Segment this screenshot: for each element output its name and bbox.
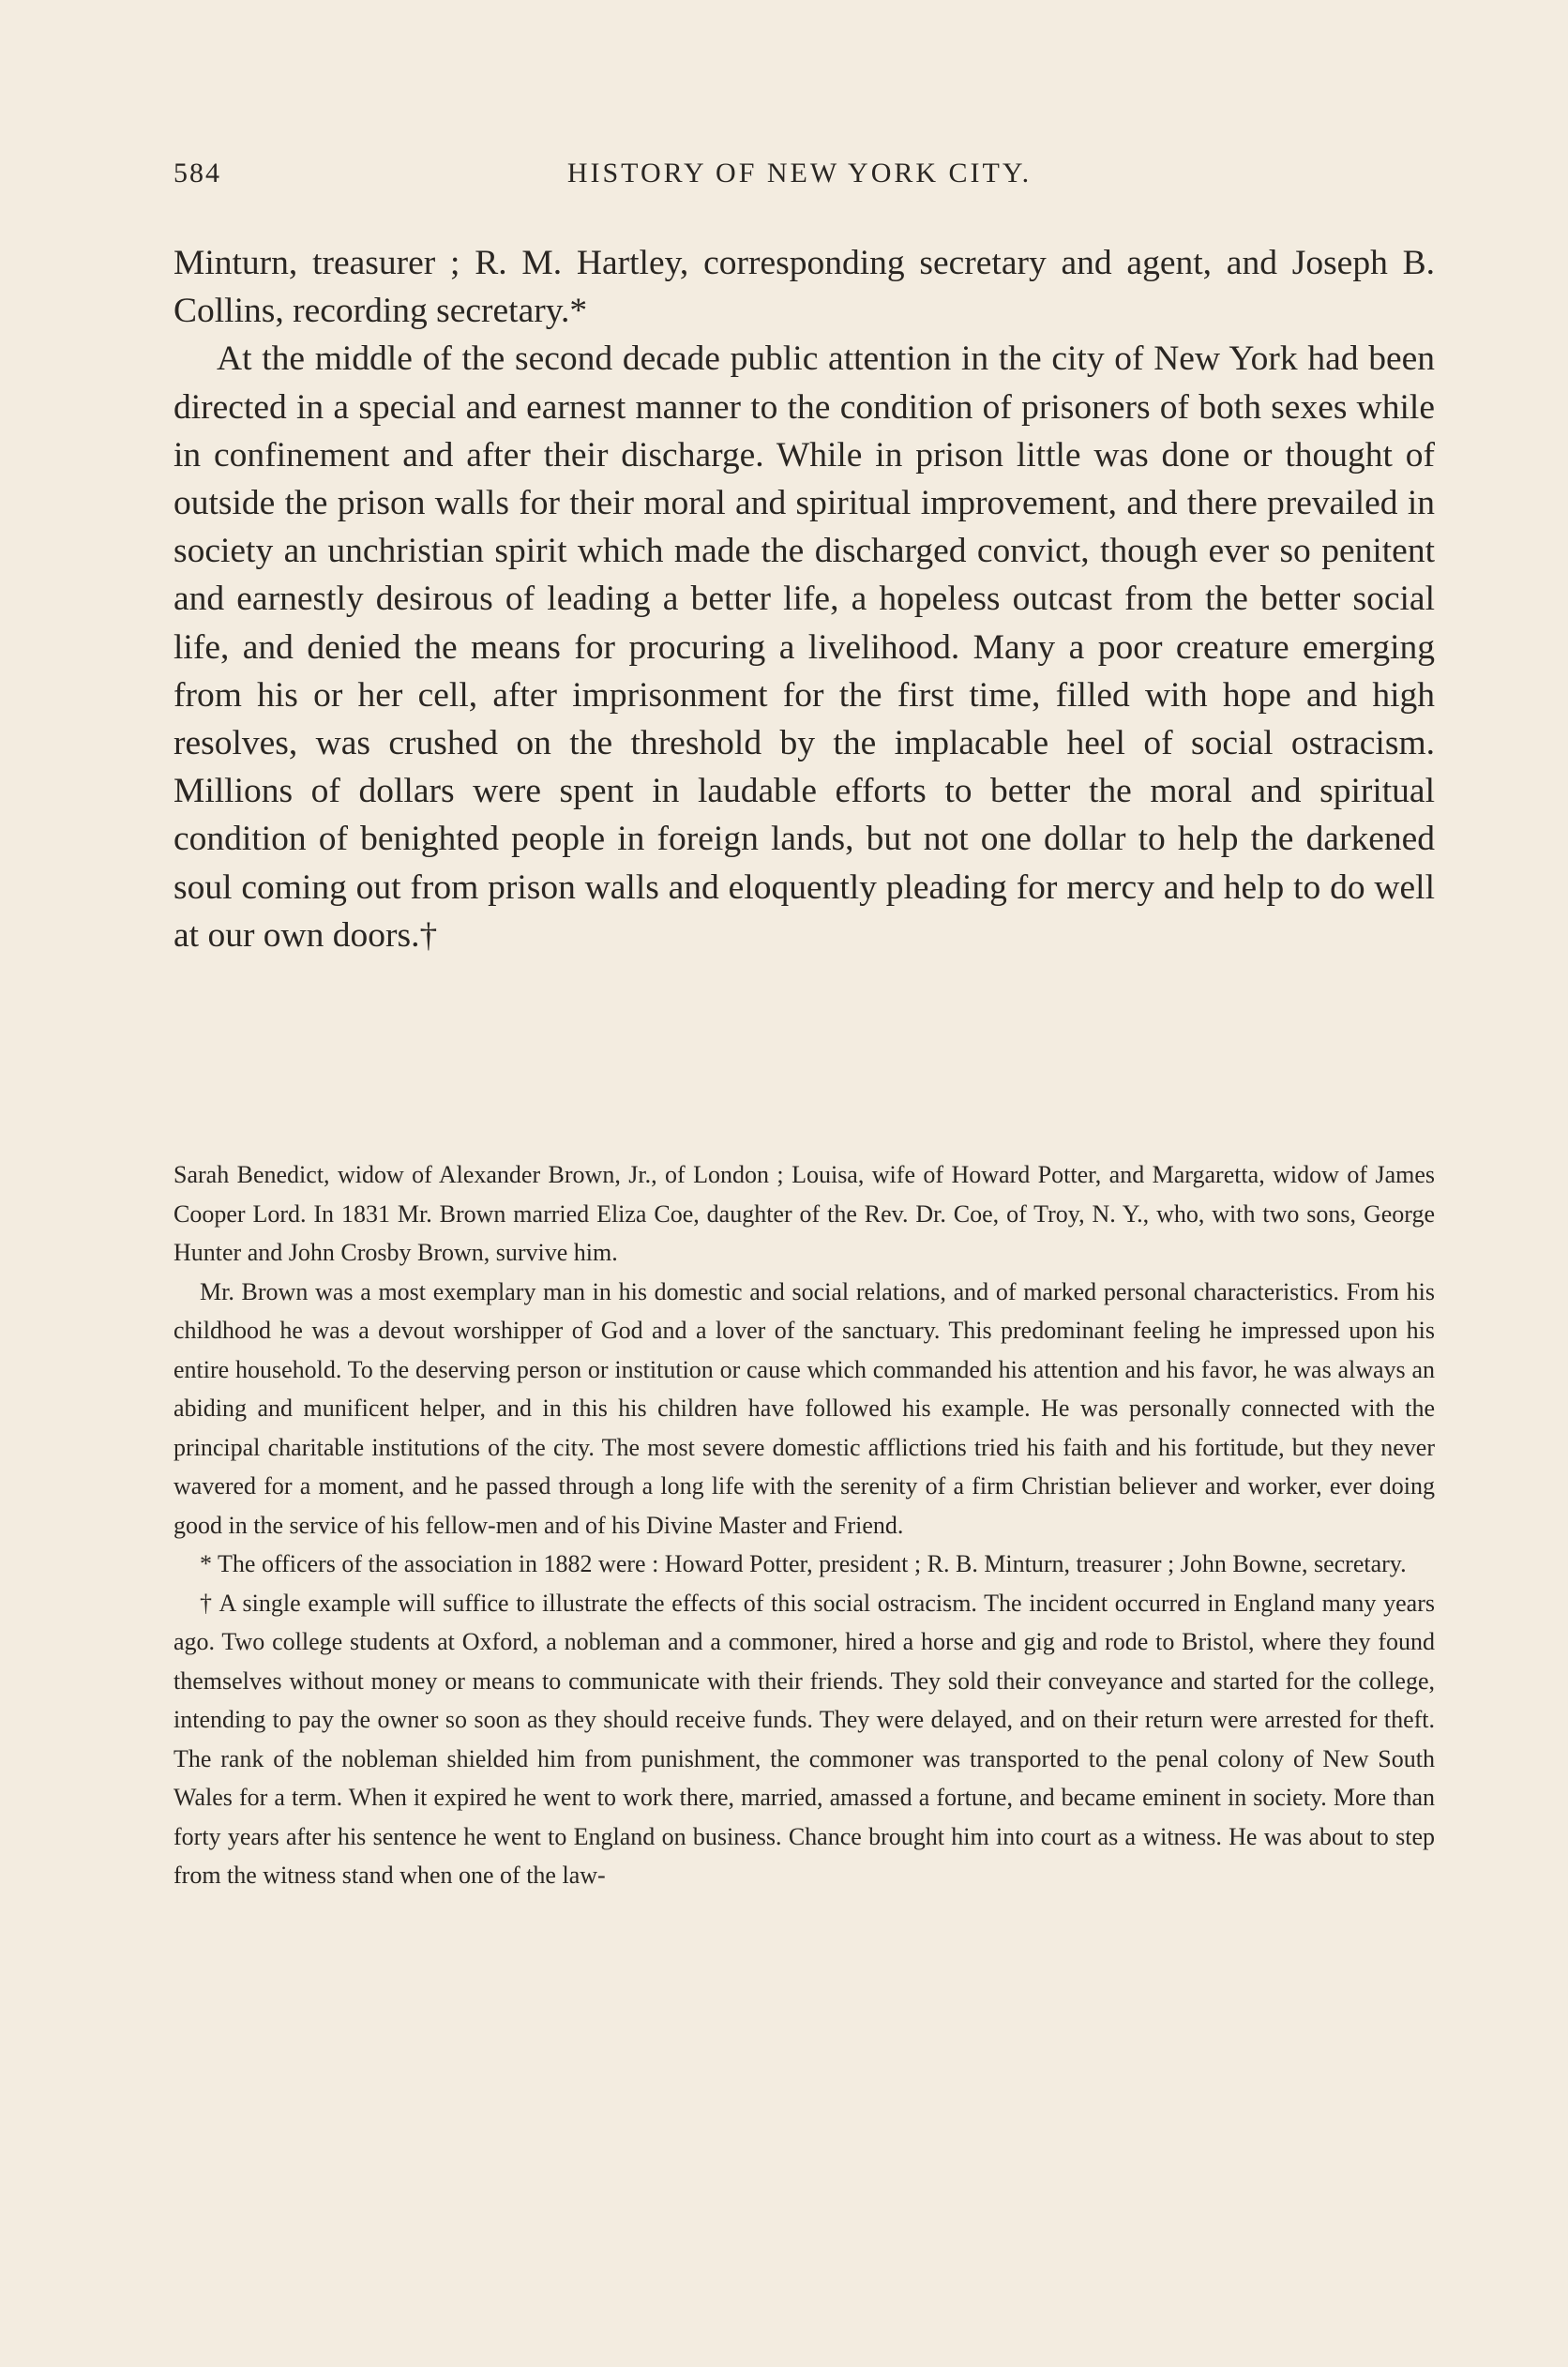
- main-text: [173, 239, 1435, 959]
- footnote-continued-family: Sarah Benedict, widow of Alexander Brown, Jr., of London ; Louisa, wife of Howard Potter, and Margaretta, widow of James Cooper Lord. In 1831 Mr. Brown married Eliza Coe, daughter of the Rev. Dr. Coe, of Troy, N. Y., who, with two sons, George Hunter and John Crosby Brown, survive him.: [173, 1161, 1435, 1266]
- running-title: HISTORY OF NEW YORK CITY.: [566, 158, 1033, 188]
- footnotes: [173, 1155, 1435, 1895]
- footnote-dagger: † A single example will suffice to illustrate the effects of this social ostracism. The incident occurred in England many years ago. Two college students at Oxford, a nobleman and a commoner, hired a horse and gig and rode to Bristol, where they found themselves without money or means to communicate with their friends. They sold their conveyance and started for the college, intending to pay the owner so soon as they should receive funds. They were delayed, and on their return were arrested for theft. The rank of the nobleman shielded him from punishment, the commoner was transported to the penal colony of New South Wales for a term. When it expired he went to work there, married, amassed a fortune, and became eminent in society. More than forty years after his sentence he went to England on business. Chance brought him into court as a witness. He was about to step from the witness stand when one of the law-: [173, 1589, 1435, 1889]
- paragraph-continued: Minturn, treasurer ; R. M. Hartley, corresponding secretary and agent, and Joseph B. Collins, recording secretary.*: [173, 244, 1435, 331]
- page-header: [173, 158, 1425, 204]
- paragraph-prisoners: At the middle of the second decade public attention in the city of New York had been directed in a special and earnest manner to the condition of prisoners of both sexes while in confinement and after their discharge. While in prison little was done or thought of outside the prison walls for their moral and spiritual improvement, and there prevailed in society an unchristian spirit which made the discharged convict, though ever so penitent and earnestly desirous of leading a better life, a hopeless outcast from the better social life, and denied the means for procuring a livelihood. Many a poor creature emerging from his or her cell, after imprisonment for the first time, filled with hope and high resolves, was crushed on the threshold by the implacable heel of social ostracism. Millions of dollars were spent in laudable efforts to better the moral and spiritual condition of benighted people in foreign lands, but not one dollar to help the darkened soul coming out from prison walls and eloquently pleading for mercy and help to do well at our own doors.†: [173, 339, 1435, 955]
- page-number: 584: [173, 158, 221, 188]
- footnote-asterisk: * The officers of the association in 1882 were : Howard Potter, president ; R. B. Minturn, treasurer ; John Bowne, secretary.: [200, 1550, 1407, 1577]
- footnote-continued-character: Mr. Brown was a most exemplary man in his domestic and social relations, and of marked personal characteristics. From his childhood he was a devout worshipper of God and a lover of the sanctuary. This predominant feeling he impressed upon his entire household. To the deserving person or institution or cause which commanded his attention and his favor, he was always an abiding and munificent helper, and in this his children have followed his example. He was personally connected with the principal charitable institutions of the city. The most severe domestic afflictions tried his faith and his fortitude, but they never wavered for a moment, and he passed through a long life with the serenity of a firm Christian believer and worker, ever doing good in the service of his fellow-men and of his Divine Master and Friend.: [173, 1277, 1435, 1539]
